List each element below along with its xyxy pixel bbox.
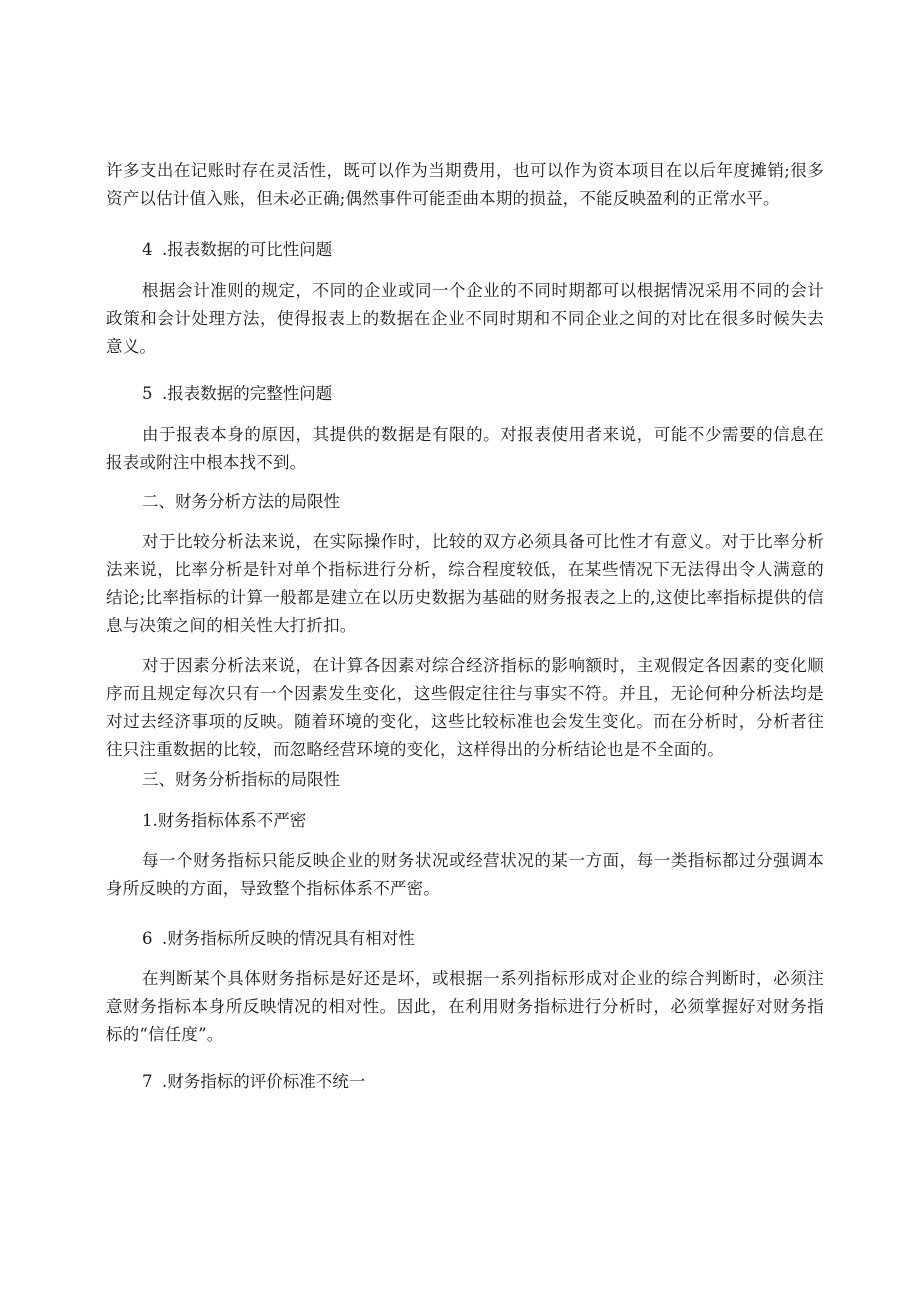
heading-5-text: .报表数据的完整性问题	[162, 384, 333, 403]
heading-7	[142, 1068, 365, 1096]
section-3-title: 三、财务分析指标的局限性	[142, 770, 340, 789]
heading-1: 1.财务指标体系不严密	[142, 811, 307, 830]
section-2-title: 二、财务分析方法的局限性	[142, 492, 340, 511]
paragraph-continuation: 许多支出在记账时存在灵活性，既可以作为当期费用，也可以作为资本项目在以后年度摊销;很多资产以估计值入账，但未必正确;偶然事件可能歪曲本期的损益，不能反映盈利的正常水平。	[106, 161, 824, 208]
paragraph-method-1: 对于比较分析法来说，在实际操作时，比较的双方必须具备可比性才有意义。对于比率分析法来说，比率分析是针对单个指标进行分析，综合程度较低，在某些情况下无法得出令人满意的结论;比率指标的计算一般都是建立在以历史数据为基础的财务报表之上的,这使比率指标提供的信息与决策之间的相关性大打折扣。	[106, 532, 824, 635]
heading-6-text: .财务指标所反映的情况具有相对性	[162, 929, 415, 948]
heading-7-text: .财务指标的评价标准不统一	[162, 1072, 366, 1091]
heading-4-number: 4	[142, 240, 153, 259]
heading-4	[142, 236, 332, 264]
heading-4-text: .报表数据的可比性问题	[162, 240, 333, 259]
paragraph-indicator-system: 每一个财务指标只能反映企业的财务状况或经营状况的某一方面，每一类指标都过分强调本身所反映的方面，导致整个指标体系不严密。	[106, 851, 824, 898]
heading-5-number: 5	[142, 384, 153, 403]
heading-6-number: 6	[142, 929, 153, 948]
heading-6	[142, 925, 415, 953]
paragraph-comparability: 根据会计准则的规定，不同的企业或同一个企业的不同时期都可以根据情况采用不同的会计政策和会计处理方法，使得报表上的数据在企业不同时期和不同企业之间的对比在很多时候失去意义。	[106, 281, 824, 356]
paragraph-completeness: 由于报表本身的原因，其提供的数据是有限的。对报表使用者来说，可能不少需要的信息在报表或附注中根本找不到。	[106, 425, 824, 472]
heading-5	[142, 380, 332, 408]
paragraph-relativity: 在判断某个具体财务指标是好还是坏，或根据一系列指标形成对企业的综合判断时，必须注意财务指标本身所反映情况的相对性。因此，在利用财务指标进行分析时，必须掌握好对财务指标的“信任度”。	[106, 969, 824, 1044]
heading-7-number: 7	[142, 1072, 153, 1091]
paragraph-method-2: 对于因素分析法来说，在计算各因素对综合经济指标的影响额时，主观假定各因素的变化顺序而且规定每次只有一个因素发生变化，这些假定往往与事实不符。并且，无论何种分析法均是对过去经济事项的反映。随着环境的变化，这些比较标准也会发生变化。而在分析时，分析者往往只注重数据的比较，而忽略经营环境的变化，这样得出的分析结论也是不全面的。	[106, 656, 824, 759]
